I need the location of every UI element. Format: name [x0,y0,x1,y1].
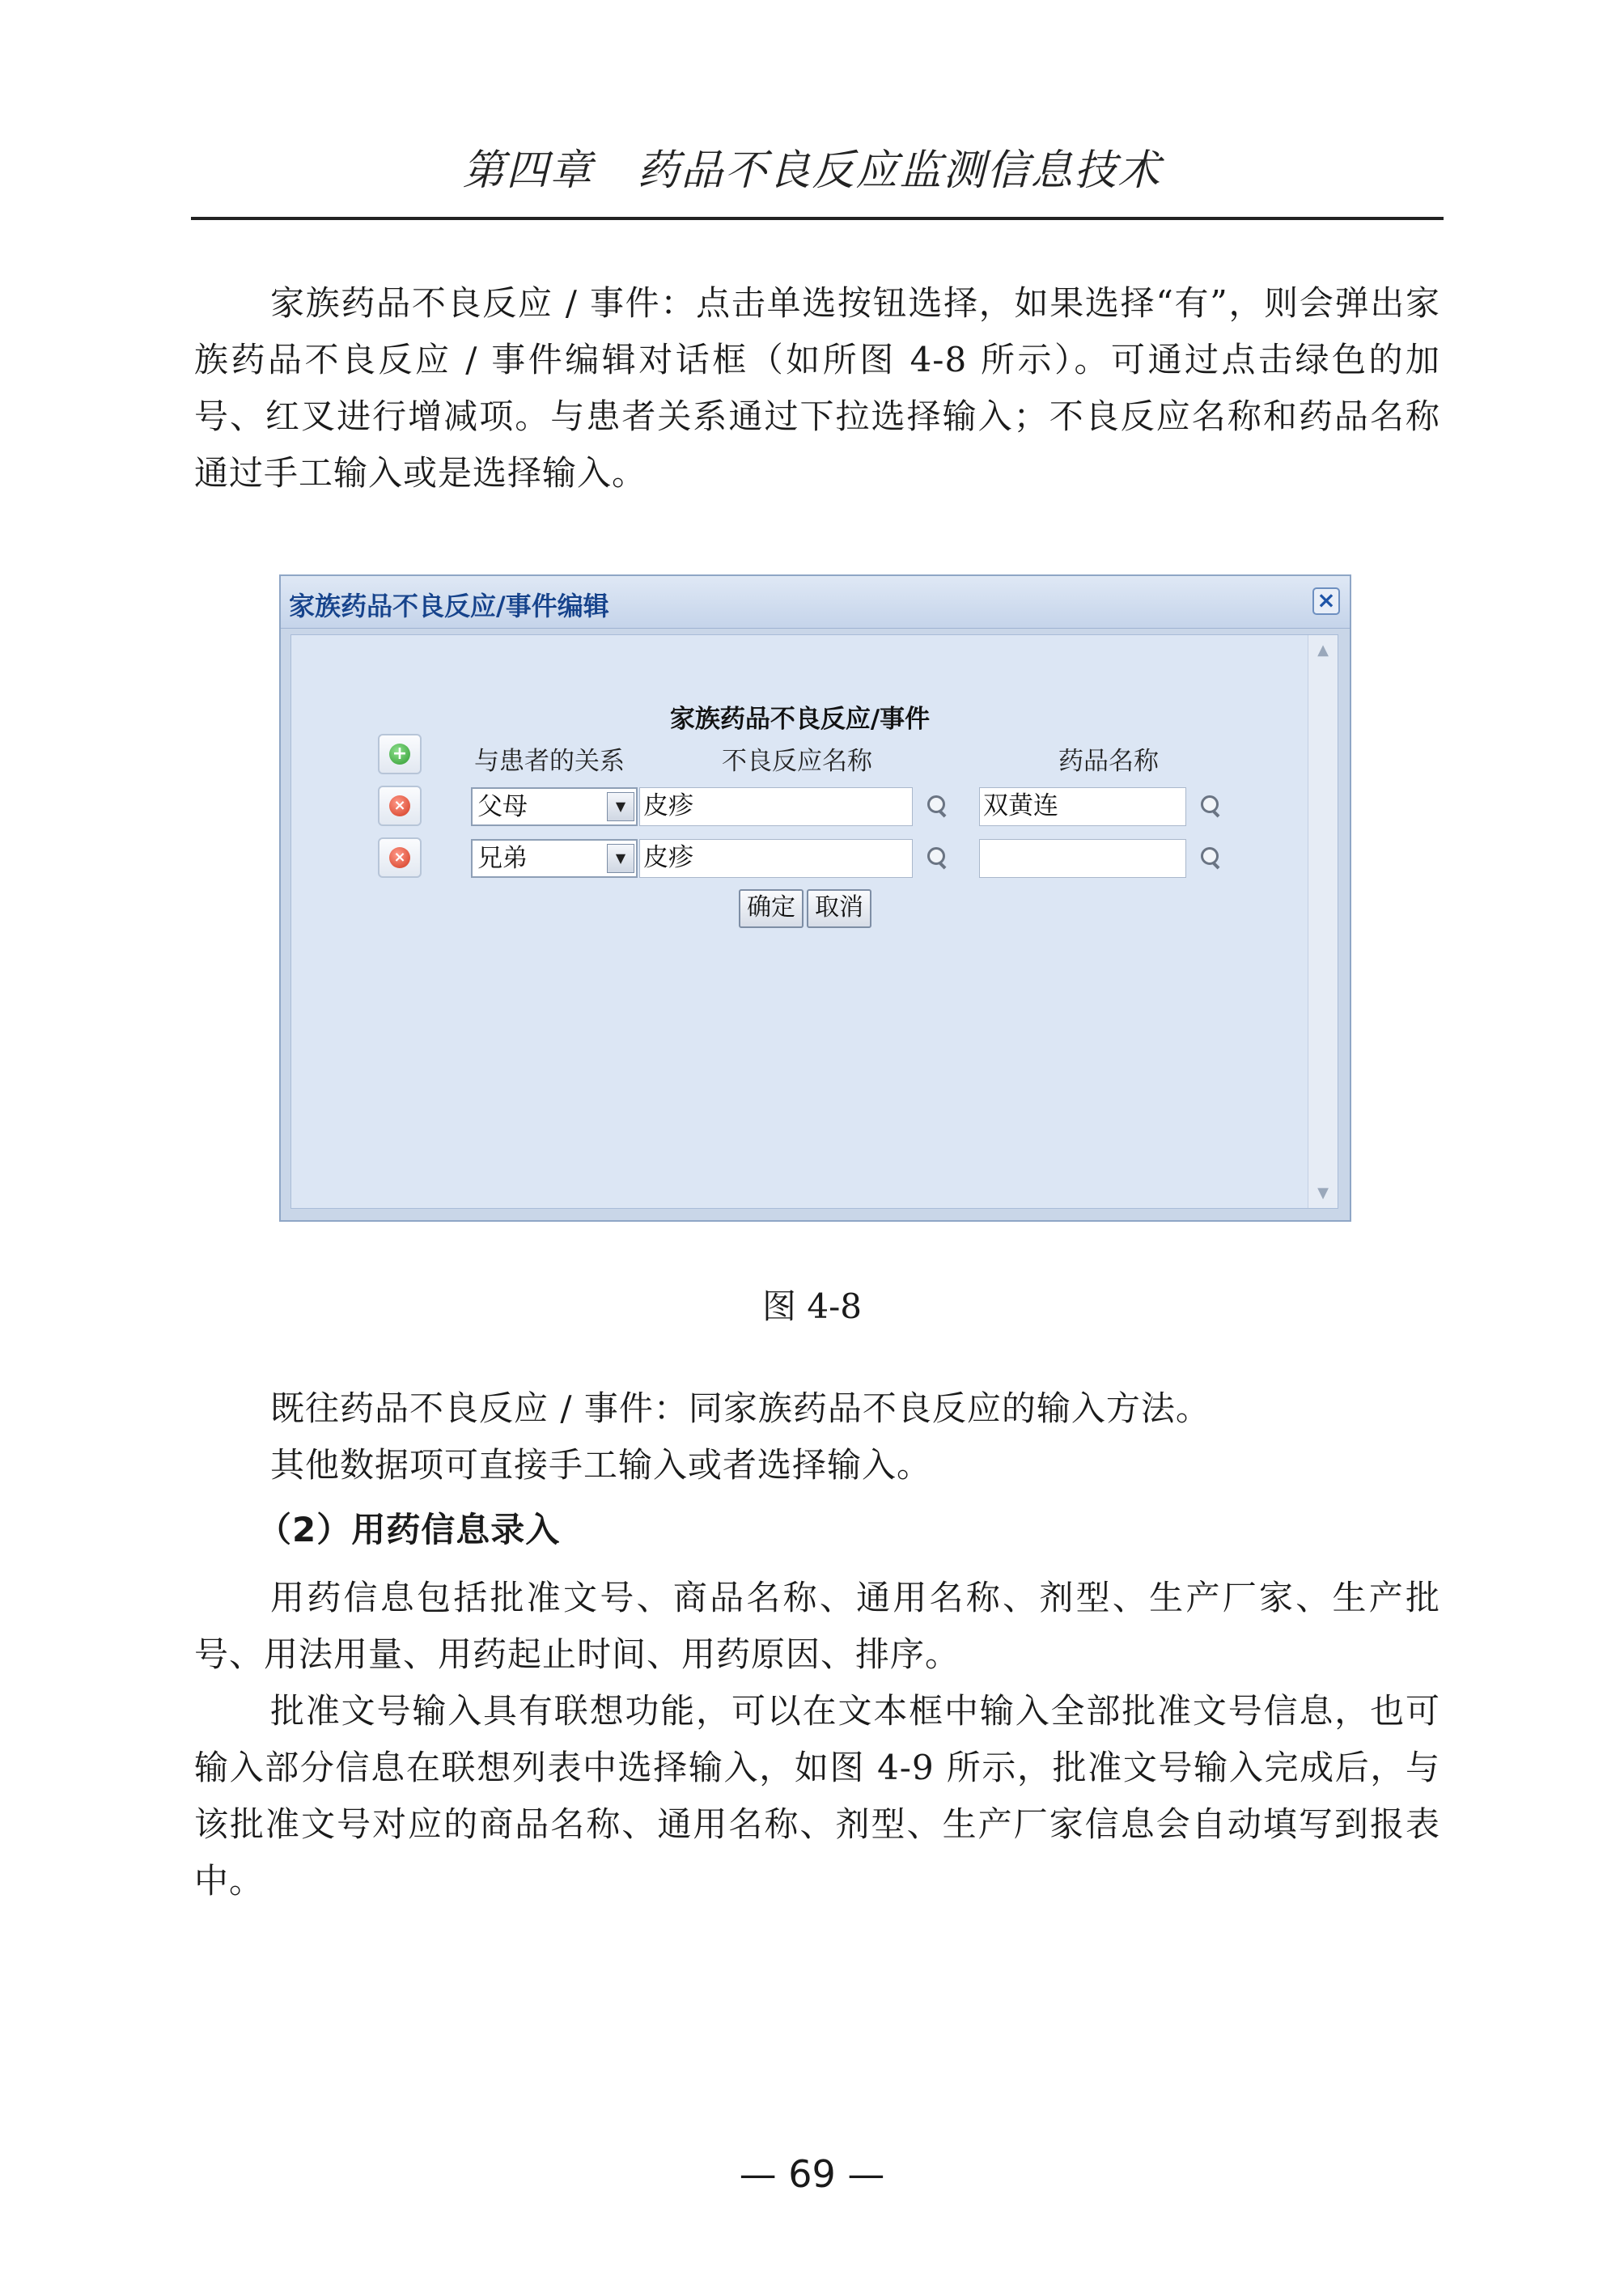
column-header-drug: 药品名称 [1058,747,1159,776]
reaction-name-input[interactable]: 皮疹 [639,839,913,878]
form-title: 家族药品不良反应/事件 [669,705,931,734]
paragraph-medication-info: 用药信息包括批准文号、商品名称、通用名称、剂型、生产厂家、生产批号、用法用量、用药起止时间、用药原因、排序。 [194,1578,1440,1674]
scroll-down-arrow-icon[interactable]: ▼ [1317,1185,1329,1202]
remove-row-button[interactable] [378,837,422,878]
dialog-title: 家族药品不良反应/事件编辑 [289,591,609,621]
scroll-up-arrow-icon[interactable]: ▲ [1317,642,1329,659]
close-icon[interactable]: × [1312,587,1340,615]
chevron-down-icon[interactable]: ▼ [607,844,634,873]
header-rule [191,217,1444,220]
chevron-down-icon[interactable]: ▼ [607,792,634,821]
page-number: — 69 — [739,2152,885,2196]
add-row-button[interactable] [378,734,422,774]
reaction-name-input[interactable]: 皮疹 [639,787,913,826]
family-adr-edit-dialog [279,574,1351,1222]
search-icon[interactable] [1199,846,1223,870]
relation-select-value: 兄弟 [477,844,528,873]
remove-icon: × [389,795,410,816]
section-heading: （2）用药信息录入 [257,1510,561,1549]
paragraph-approval-number: 批准文号输入具有联想功能，可以在文本框中输入全部批准文号信息，也可输入部分信息在联想列表中选择输入，如图 4-9 所示，批准文号输入完成后，与该批准文号对应的商品名称、通用名称、剂型、生产厂家信息会自动填写到报表中。 [194,1691,1440,1901]
search-icon[interactable] [1199,794,1223,818]
dialog-body [290,634,1338,1209]
column-header-reaction: 不良反应名称 [722,747,872,776]
column-header-relation: 与患者的关系 [474,747,625,776]
cancel-button[interactable]: 取消 [807,889,871,928]
relation-select[interactable] [471,839,638,878]
search-icon[interactable] [926,794,950,818]
search-icon[interactable] [926,846,950,870]
relation-select-value: 父母 [477,792,528,821]
drug-name-input[interactable] [979,839,1186,878]
ok-button[interactable]: 确定 [739,889,804,928]
figure-caption: 图 4-8 [762,1286,862,1326]
remove-icon: × [389,847,410,868]
remove-row-button[interactable] [378,786,422,826]
paragraph-family-adr: 家族药品不良反应 / 事件：点击单选按钮选择，如果选择“有”，则会弹出家族药品不良反应 / 事件编辑对话框（如所图 4-8 所示）。可通过点击绿色的加号、红叉进行增减项。与患者关系通过下拉选择输入；不良反应名称和药品名称通过手工输入或是选择输入。 [194,283,1440,493]
vertical-scrollbar[interactable] [1308,635,1338,1208]
relation-select[interactable] [471,787,638,826]
drug-name-input[interactable]: 双黄连 [979,787,1186,826]
chapter-header-title: 第四章 药品不良反应监测信息技术 [462,146,1162,195]
dialog-titlebar [281,576,1350,629]
paragraph-past-adr: 既往药品不良反应 / 事件：同家族药品不良反应的输入方法。 [270,1388,1211,1428]
paragraph-other-items: 其他数据项可直接手工输入或者选择输入。 [270,1445,932,1485]
plus-icon: + [389,744,410,765]
